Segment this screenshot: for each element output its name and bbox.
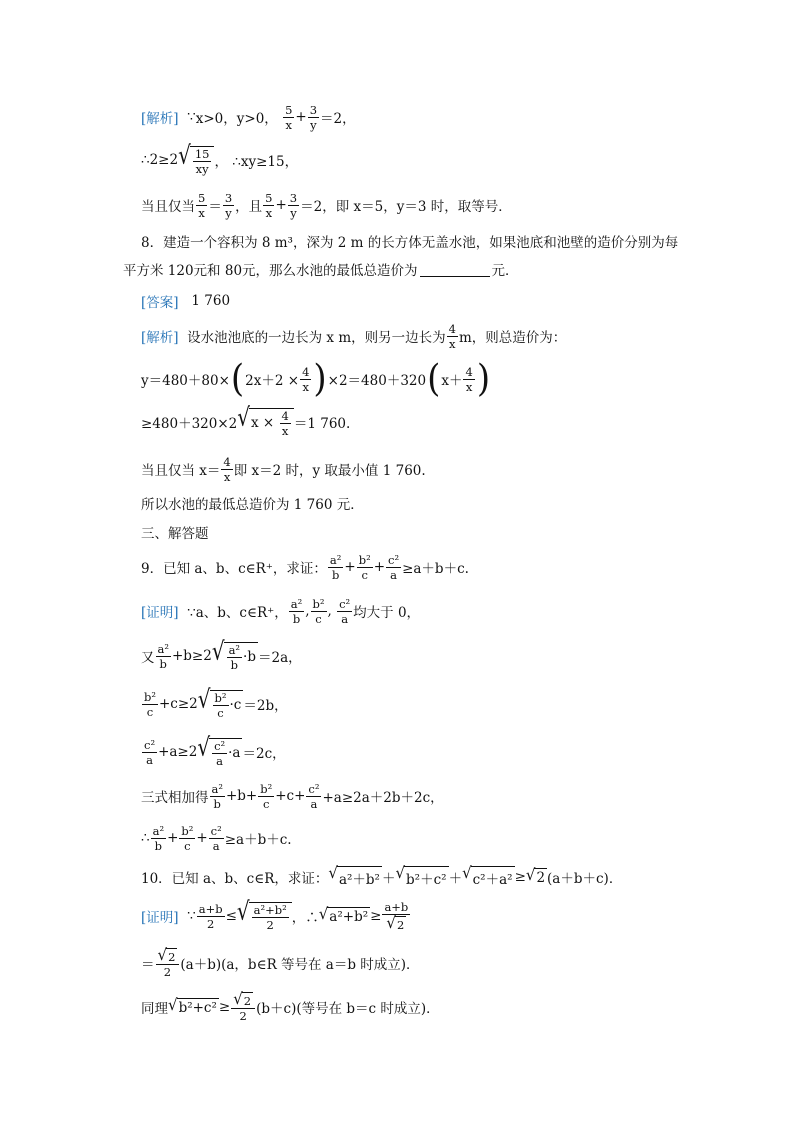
math-text: a² (211, 781, 223, 796)
math-text: a (390, 567, 397, 582)
sqrt: √ (211, 635, 225, 666)
math-text: 2 (207, 916, 215, 931)
fraction (311, 598, 327, 625)
sqrt: √ (197, 683, 211, 714)
math-text: a² (228, 642, 241, 657)
math-text: ∵ (187, 908, 196, 924)
math-text: +b+ (225, 788, 258, 804)
fraction (179, 825, 195, 852)
math-text: b² (260, 781, 273, 796)
math-text: ＝2， (320, 111, 356, 127)
math-text: 4 (465, 364, 473, 379)
math-text: 平方米 120元和 80元，那么水池的最低总造价为 (123, 263, 418, 279)
math-text: ·c (229, 697, 242, 713)
math-text: 10．已知 a、b、c∈R，求证： (141, 871, 329, 887)
fraction (337, 598, 352, 625)
sqrt: √ (386, 913, 396, 933)
math-text: b (292, 611, 301, 626)
math-text: c (217, 705, 224, 720)
math-text: c (263, 796, 270, 811)
fraction (289, 598, 304, 625)
answer-tag: [答案] (141, 295, 179, 311)
math-text: a+b (198, 901, 223, 916)
math-text: , (305, 603, 310, 619)
math-text: b (159, 656, 167, 671)
math-text: +c+ (275, 788, 306, 804)
math-text: 5 (265, 190, 273, 205)
sqrt (157, 945, 178, 965)
analysis-line-1 (141, 100, 734, 134)
math-text: y (310, 117, 317, 132)
fraction (447, 323, 458, 350)
math-text: ≥a＋b＋c. (402, 561, 469, 577)
sqrt: √ (178, 139, 191, 170)
math-text: 又 (141, 650, 155, 666)
proof-9-line-6 (141, 820, 734, 856)
proof-9-line-2 (141, 636, 734, 676)
math-text: b² (358, 552, 371, 567)
math-text: + (167, 830, 179, 846)
sqrt (395, 863, 448, 888)
fraction (156, 945, 180, 979)
math-text: 三式相加得 (141, 790, 209, 806)
math-text: ≤ (225, 908, 237, 924)
math-text: c² (388, 552, 400, 567)
math-text: c² (308, 781, 320, 796)
math-text: 2 (536, 870, 546, 886)
math-text: ＝2b， (243, 698, 288, 714)
math-text: ∴ (141, 830, 150, 846)
math-text: a² (157, 641, 169, 656)
fraction (156, 643, 171, 670)
math-text: ≥ (218, 999, 231, 1015)
math-text: , (327, 603, 332, 619)
math-text: ＝2c， (242, 746, 286, 762)
math-text: b (154, 838, 163, 853)
math-text: b (230, 657, 238, 672)
math-text: b (213, 796, 221, 811)
proof-10-line-1 (141, 896, 734, 936)
fraction (382, 901, 410, 931)
sqrt: √ (237, 401, 250, 432)
math-text: c² (144, 737, 156, 752)
question-8-line-1 (141, 230, 734, 252)
math-text: b² (214, 690, 227, 705)
parenthesis: ( (230, 357, 245, 401)
math-text: a (341, 611, 349, 626)
math-text: b²+c² (178, 1000, 217, 1016)
math-text: 元． (491, 263, 519, 279)
proof-9-line-3 (141, 684, 734, 724)
fraction (223, 192, 234, 219)
math-text: ＝ (141, 957, 155, 973)
proof-10-line-3 (141, 988, 734, 1026)
math-text: + (275, 197, 287, 213)
fraction (252, 904, 289, 931)
solution-8-line-3 (141, 402, 734, 442)
fraction (306, 783, 321, 810)
sqrt: √ (157, 945, 168, 965)
analysis-tag: [解析] (141, 111, 179, 127)
math-text: a²＋b² (337, 866, 382, 888)
answer-8 (141, 290, 734, 312)
math-text: a²+b² (253, 902, 287, 917)
fraction (210, 783, 225, 810)
math-text: b² (181, 823, 194, 838)
sqrt (211, 635, 258, 672)
math-text: ＝ (208, 199, 222, 215)
math-text: b²＋c² (404, 866, 449, 888)
proof-tag: [证明] (141, 605, 179, 621)
math-text: c² (339, 596, 351, 611)
math-text: ＝2a， (257, 650, 302, 666)
sqrt (236, 895, 292, 932)
proof-9-line-1 (141, 594, 734, 628)
math-text: (a＋b)(a，b∈R 等号在 a＝b 时成立)． (180, 957, 420, 973)
math-text: +a≥2a＋2b＋2c， (322, 790, 444, 806)
fraction (151, 825, 166, 852)
sqrt: √ (168, 995, 178, 1015)
math-text: a (146, 752, 153, 767)
math-text: ，且 (235, 199, 263, 215)
math-text: 4 (302, 364, 310, 379)
math-text: 设水池池底的一边长为 x m，则另一边长为 (187, 330, 446, 346)
math-text: m，则总造价为： (458, 330, 567, 346)
fraction (300, 366, 311, 393)
math-text: ＋ (448, 871, 463, 887)
sqrt: √ (395, 863, 406, 883)
fraction (142, 691, 158, 718)
math-text: ≥a＋b＋c. (224, 832, 292, 848)
math-text: x (465, 379, 473, 394)
sqrt (386, 913, 406, 933)
math-text: 同理 (141, 1001, 168, 1017)
math-text: 5 (198, 190, 206, 205)
math-text: a² (329, 552, 342, 567)
section-heading (141, 521, 734, 543)
fraction (463, 366, 474, 393)
math-text: 当且仅当 (141, 199, 195, 215)
math-text: 2 (163, 965, 172, 979)
math-text: 2 (239, 1009, 247, 1023)
math-text: 2 (396, 917, 405, 932)
fraction (280, 410, 291, 437)
math-text: a² (290, 596, 303, 611)
math-text: a²+b² (329, 909, 369, 925)
math-text: c (184, 838, 191, 853)
math-text: y (290, 205, 297, 220)
sqrt: √ (197, 731, 211, 762)
sqrt: √ (328, 863, 338, 883)
fraction (193, 148, 212, 175)
math-text: ·a (228, 745, 241, 761)
math-text: + (373, 559, 385, 575)
math-text: +a≥2 (158, 744, 198, 760)
math-text: x × (251, 415, 275, 431)
math-text: 即 x＝2 时，y 取最小值 1 760. (233, 463, 426, 479)
math-text: y (225, 205, 232, 220)
math-text: ＝1 760. (293, 416, 351, 432)
fraction (386, 554, 401, 581)
math-text: ，∴ (291, 910, 319, 926)
math-text: ∴xy≥15， (232, 154, 299, 170)
answer-value: 1 760 (191, 293, 231, 309)
math-text: ＝2，即 x＝5，y＝3 时，取等号． (300, 199, 512, 215)
math-text: a (212, 838, 220, 853)
fraction (357, 554, 373, 581)
solution-8-line-5 (141, 492, 734, 514)
math-text: a² (152, 823, 165, 838)
math-text: ∴2≥2 (141, 152, 179, 168)
fraction (258, 783, 274, 810)
proof-10-line-2 (141, 944, 734, 982)
sqrt (178, 139, 214, 176)
math-text: 2x＋2 × (245, 373, 300, 389)
math-text: x (223, 469, 231, 484)
math-text: 3 (289, 190, 298, 205)
math-text: 3 (224, 190, 233, 205)
math-text: xy (195, 161, 209, 176)
fraction (283, 104, 294, 131)
sqrt: √ (318, 904, 329, 924)
math-text: ×2＝480＋320 (327, 373, 427, 389)
fraction (209, 825, 224, 852)
math-text: 15 (194, 146, 210, 161)
fraction (288, 192, 299, 219)
math-text: (a＋b＋c)． (547, 871, 623, 887)
math-text: x (285, 117, 292, 132)
fraction (213, 692, 229, 719)
question-10 (141, 864, 734, 890)
fraction (221, 456, 232, 483)
math-text: 9．已知 a、b、c∈R⁺，求证： (141, 561, 327, 577)
math-text: x (198, 205, 205, 220)
sqrt (462, 863, 515, 888)
analysis-line-3 (141, 188, 734, 222)
sqrt (328, 863, 382, 888)
sqrt (168, 995, 219, 1016)
sqrt: √ (236, 895, 250, 926)
math-text: c (315, 611, 322, 626)
math-text: 5 (285, 102, 293, 117)
sqrt: √ (525, 865, 536, 885)
fraction (328, 554, 343, 581)
math-text: x (281, 423, 289, 438)
sqrt: √ (233, 989, 243, 1009)
math-text: +c≥2 (158, 696, 198, 712)
math-text: (b＋c)(等号在 b＝c 时成立)． (256, 1001, 440, 1017)
question-8-line-2 (123, 258, 734, 280)
fraction (196, 192, 207, 219)
sqrt (233, 989, 253, 1009)
math-text: ∵ (187, 109, 196, 125)
math-text: x (449, 336, 456, 351)
math-text: + (344, 559, 356, 575)
math-text: c²＋a² (471, 866, 515, 888)
question-9 (141, 550, 734, 584)
math-text: c (146, 704, 154, 719)
math-text: ≥ (514, 869, 526, 885)
fraction (308, 104, 319, 131)
math-text: + (196, 830, 208, 846)
fraction (263, 192, 274, 219)
math-text: a (310, 796, 318, 811)
math-text: [证明] (141, 910, 179, 926)
math-text: c (361, 567, 368, 582)
sqrt (197, 731, 242, 768)
math-text: 均大于 0， (353, 605, 421, 621)
sqrt (525, 865, 547, 886)
sqrt (197, 683, 244, 720)
math-text: 4 (223, 454, 231, 469)
math-text: c² (214, 738, 226, 753)
fraction (197, 903, 225, 930)
math-text: 4 (281, 408, 289, 423)
math-text: 2 (243, 993, 252, 1008)
math-text: c² (210, 823, 222, 838)
math-text: b² (312, 596, 325, 611)
math-text: b (331, 567, 340, 582)
math-text: a+b (384, 900, 409, 914)
math-text: ∵a、b、c∈R⁺， (187, 605, 288, 621)
math-text: [解析] (141, 330, 179, 346)
math-text: ·b (243, 649, 256, 665)
sqrt (237, 401, 294, 438)
analysis-line-2 (141, 140, 734, 180)
fraction (231, 989, 255, 1023)
math-text: 所以水池的最低总造价为 1 760 元． (141, 497, 364, 513)
math-text: y＝480＋80× (141, 373, 230, 389)
math-text: x (302, 379, 309, 394)
math-text: x＋ (441, 373, 463, 389)
math-text: 4 (448, 321, 456, 336)
math-text: + (295, 109, 307, 125)
fraction (142, 739, 157, 766)
solution-8-line-4 (141, 452, 734, 486)
math-text: ≥480＋320×2 (141, 416, 238, 432)
fraction (227, 644, 242, 671)
solution-8-line-2 (141, 358, 734, 400)
sqrt (318, 904, 370, 925)
math-text: 当且仅当 x＝ (141, 463, 221, 479)
math-text: 3 (309, 102, 318, 117)
math-text: x (265, 205, 273, 220)
math-text: a (216, 753, 224, 768)
math-text: ， (214, 154, 228, 170)
proof-9-line-5 (141, 778, 734, 814)
parenthesis: ) (313, 357, 327, 401)
proof-9-line-4 (141, 732, 734, 772)
fraction (212, 740, 227, 767)
math-text: x>0， (195, 111, 237, 127)
math-text: ≥ (370, 908, 382, 924)
math-text: +b≥2 (171, 648, 212, 664)
math-text: b² (144, 689, 156, 704)
math-text: 8．建造一个容积为 8 m³，深为 2 m 的长方体无盖水池，如果池底和池壁的造价分别为每 (141, 235, 679, 251)
math-text: y>0， (236, 111, 278, 127)
solution-8-line-1 (141, 318, 734, 354)
parenthesis: ( (427, 357, 441, 401)
math-text: 2 (168, 949, 176, 964)
math-text: ＋ (381, 871, 396, 887)
math-text: 三、解答题 (141, 526, 209, 542)
parenthesis: ) (476, 357, 491, 401)
sqrt: √ (462, 863, 472, 883)
math-text: 2 (266, 917, 274, 932)
answer-blank (420, 262, 490, 277)
